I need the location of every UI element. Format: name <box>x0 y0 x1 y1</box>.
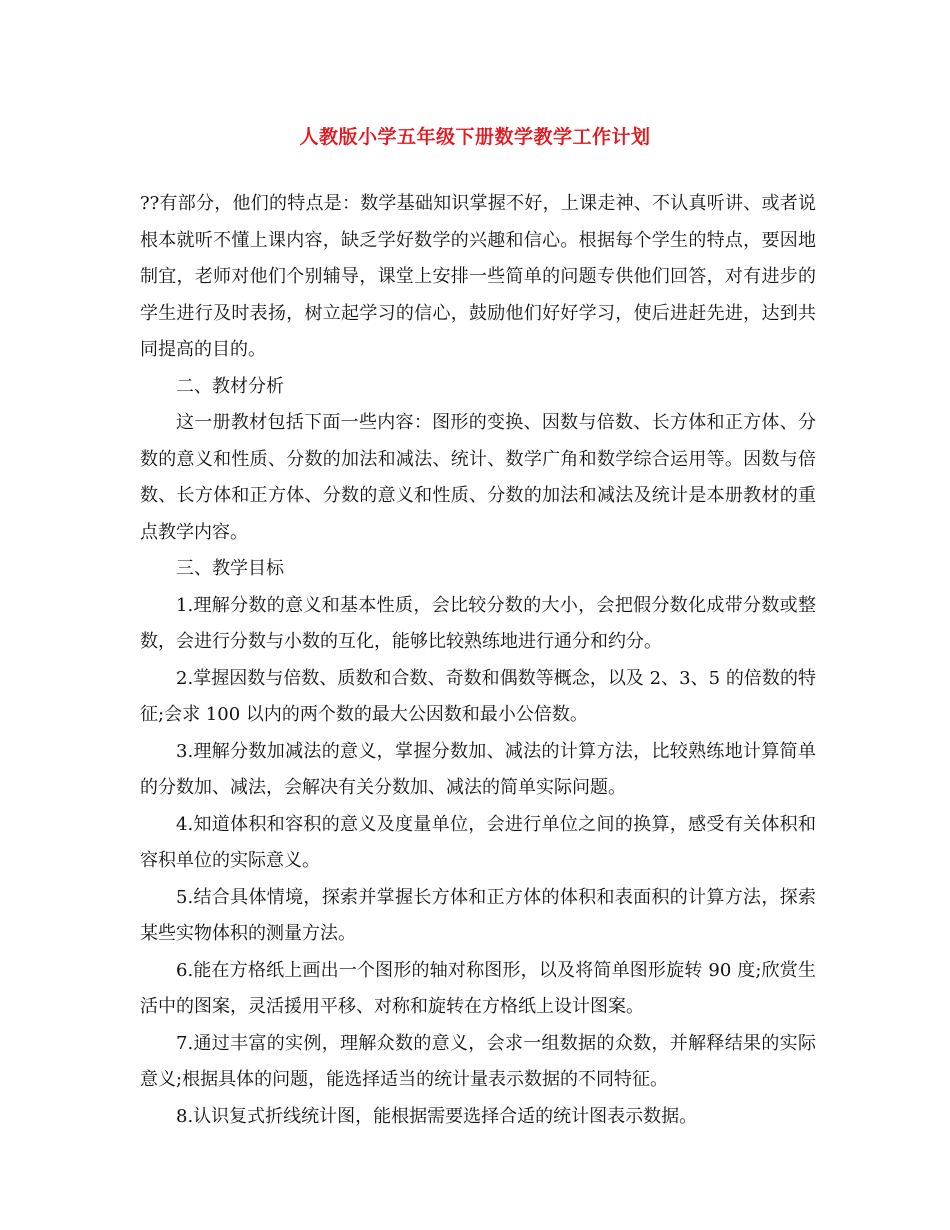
goal-item-8: 8.认识复式折线统计图，能根据需要选择合适的统计图表示数据。 <box>176 1105 698 1127</box>
paragraph-textbook-content: 这一册教材包括下面一些内容：图形的变换、因数与倍数、长方体和正方体、分数的意义和性质、分数的加法和减法、统计、数学广角和数学综合运用等。因数与倍数、长方体和正方体、分数的意义和性质、分数的加法和减法及统计是本册教材的重点教学内容。 <box>140 412 816 543</box>
goal-item-6: 6.能在方格纸上画出一个图形的轴对称图形，以及将简单图形旋转 90 度;欣赏生活中的图案，灵活援用平移、对称和旋转在方格纸上设计图案。 <box>140 959 816 1017</box>
document-body <box>140 186 816 1135</box>
document-title: 人教版小学五年级下册数学教学工作计划 <box>299 126 651 148</box>
section-heading-teaching-goals: 三、教学目标 <box>176 558 284 579</box>
goal-item-7: 7.通过丰富的实例，理解众数的意义，会求一组数据的众数，并解释结果的实际意义;根据具体的问题，能选择适当的统计量表示数据的不同特征。 <box>140 1032 816 1090</box>
goal-item-4: 4.知道体积和容积的意义及度量单位，会进行单位之间的换算，感受有关体积和容积单位的实际意义。 <box>140 813 816 871</box>
goal-item-5: 5.结合具体情境，探索并掌握长方体和正方体的体积和表面积的计算方法，探索某些实物体积的测量方法。 <box>140 886 816 944</box>
goal-item-1: 1.理解分数的意义和基本性质，会比较分数的大小，会把假分数化成带分数或整数，会进行分数与小数的互化，能够比较熟练地进行通分和约分。 <box>140 594 816 652</box>
goal-item-3: 3.理解分数加减法的意义，掌握分数加、减法的计算方法，比较熟练地计算简单的分数加、减法，会解决有关分数加、减法的简单实际问题。 <box>140 740 816 798</box>
paragraph-intro: ??有部分，他们的特点是：数学基础知识掌握不好，上课走神、不认真听讲、或者说根本就听不懂上课内容，缺乏学好数学的兴趣和信心。根据每个学生的特点，要因地制宜，老师对他们个别辅导，课堂上安排一些简单的问题专供他们回答，对有进步的学生进行及时表扬，树立起学习的信心，鼓励他们好好学习，使后进赶先进，达到共同提高的目的。 <box>140 193 816 360</box>
goal-item-2: 2.掌握因数与倍数、质数和合数、奇数和偶数等概念，以及 2、3、5 的倍数的特征;会求 100 以内的两个数的最大公因数和最小公倍数。 <box>140 667 816 725</box>
section-heading-textbook-analysis: 二、教材分析 <box>176 375 284 397</box>
